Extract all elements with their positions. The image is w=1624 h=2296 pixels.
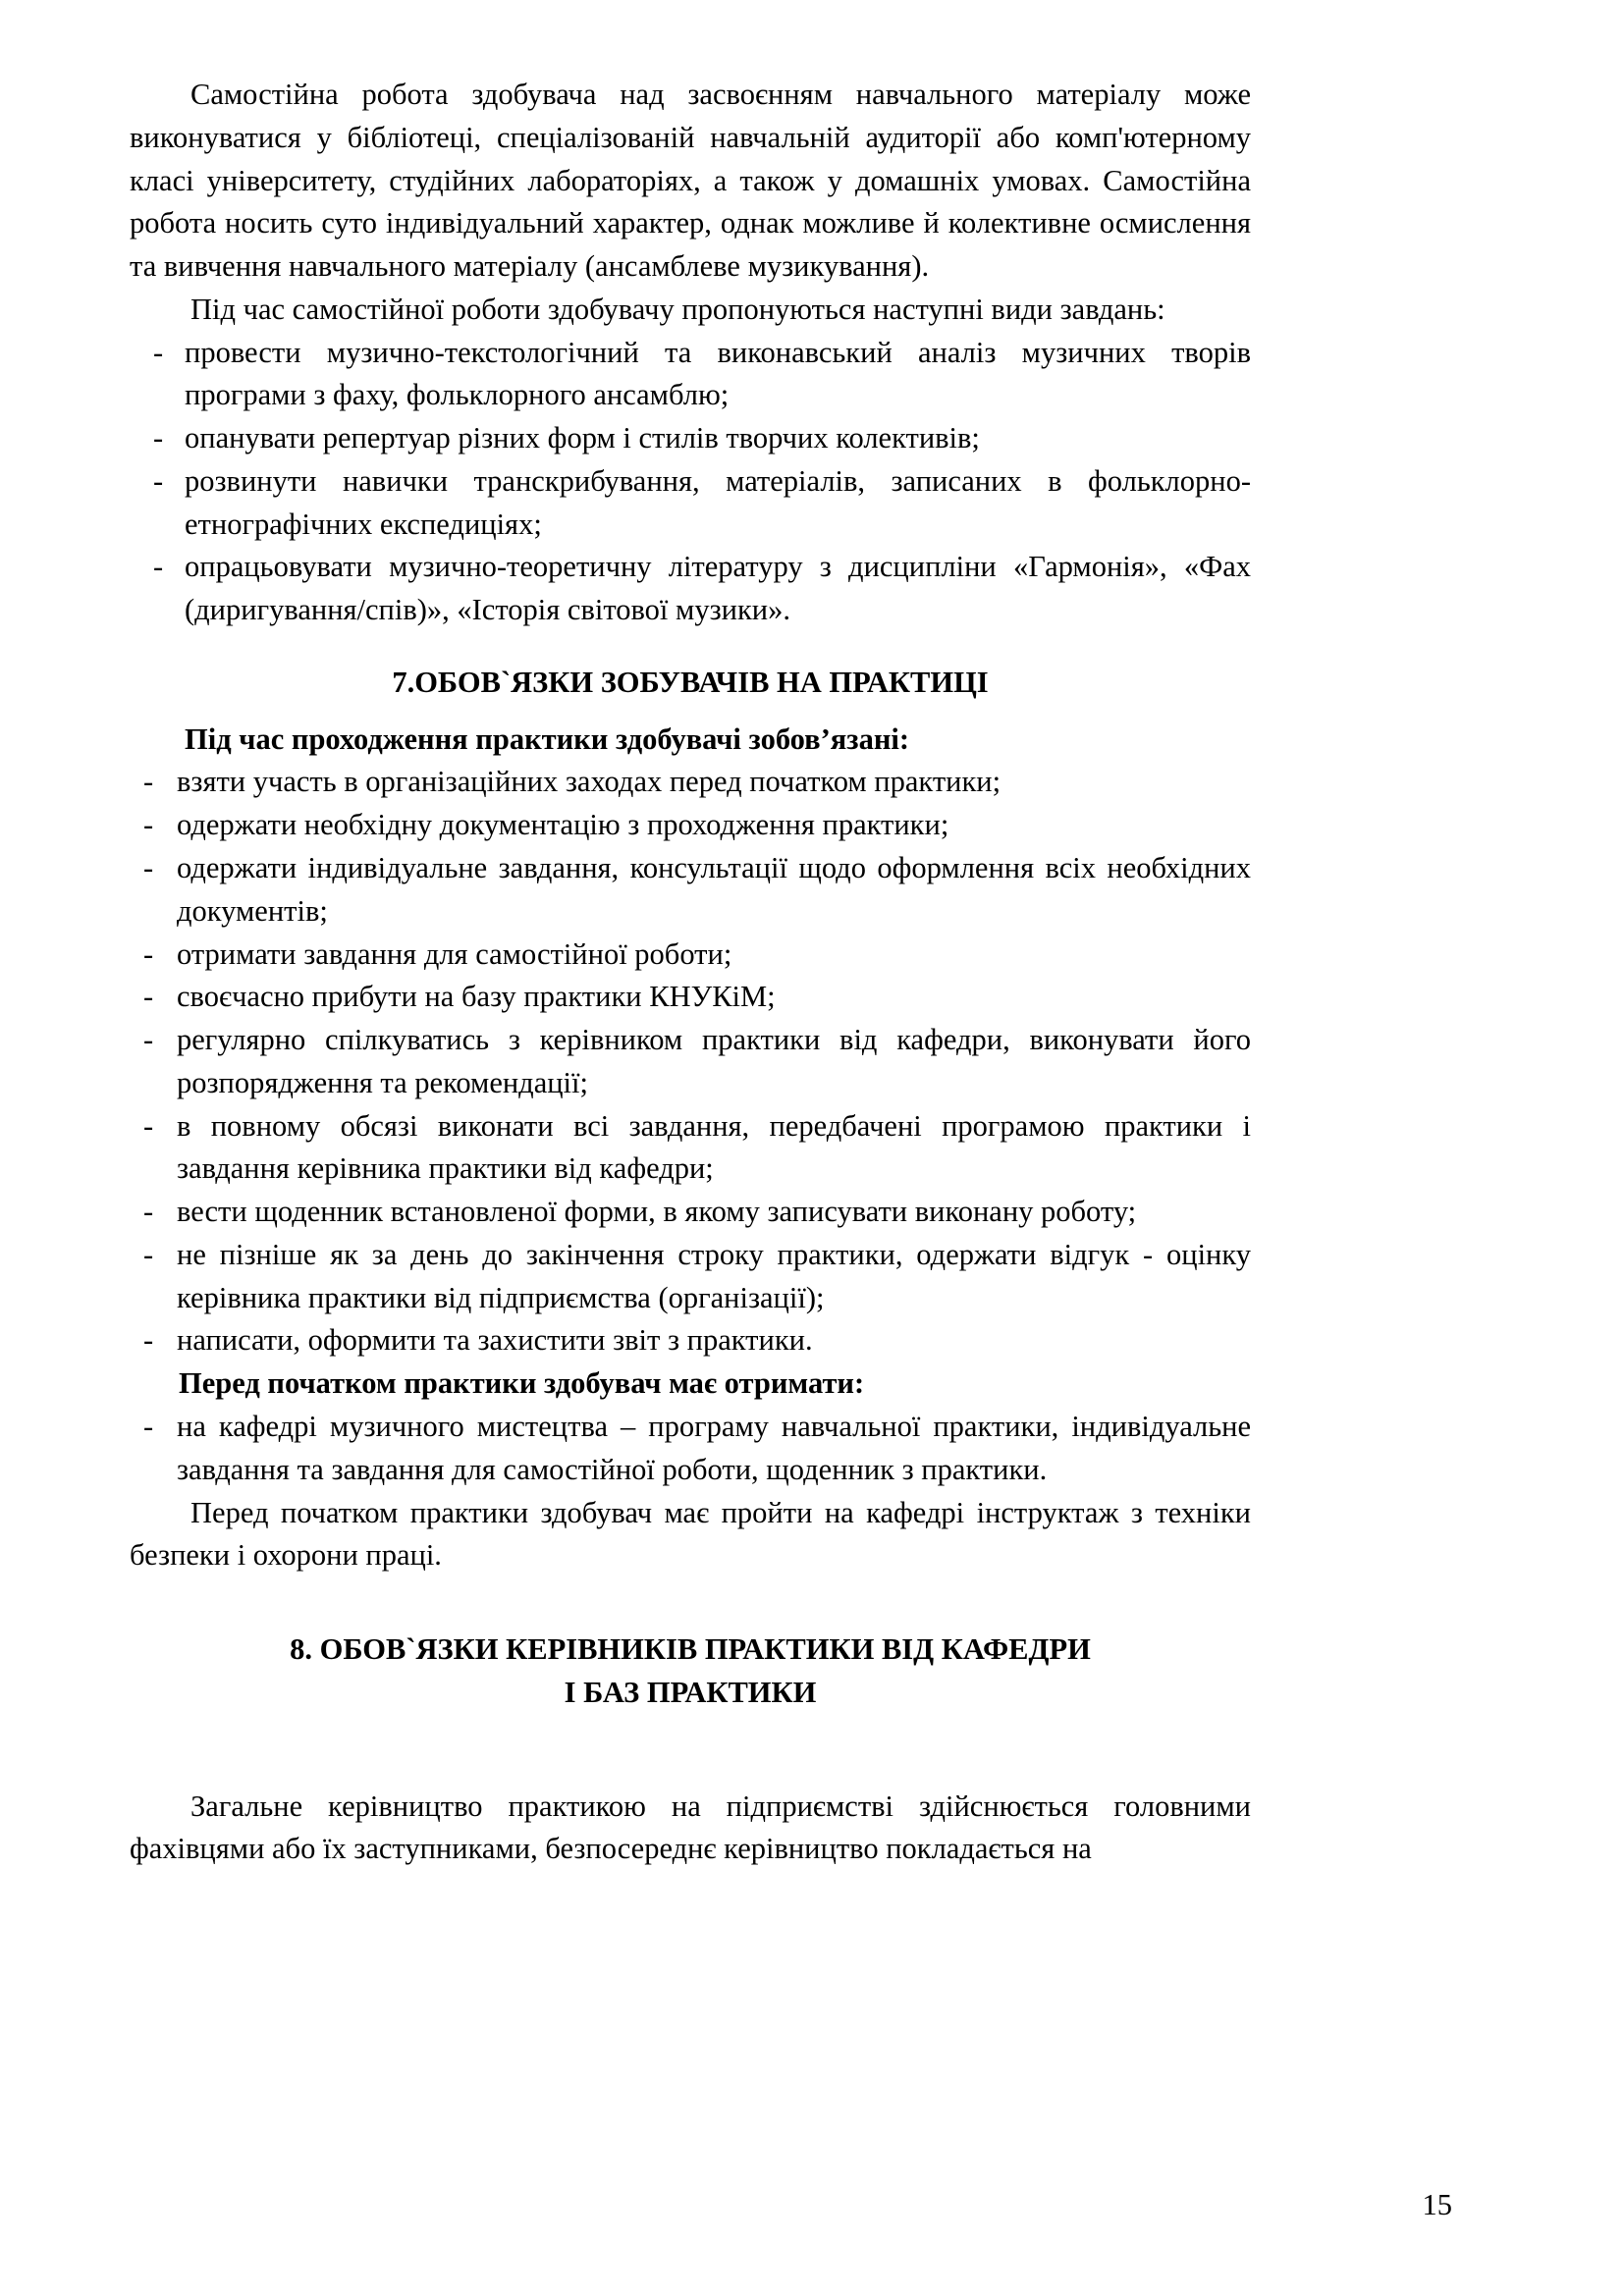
list-item [130, 1406, 1251, 1492]
spacer [130, 705, 1251, 719]
paragraph-intro-1: Самостійна робота здобувача над засвоєнням навчального матеріалу може виконуватися у бібліотеці, спеціалізованій навчальній аудиторії або комп'ютерному класі університету, студійних лабораторіях, а також у домашніх умовах. Самостійна робота носить суто індивідуальний характер, однак можливе й колективне осмислення та вивчення навчального матеріалу (ансамблеве музикування). [130, 78, 1251, 284]
self-study-tasks-list [130, 332, 1251, 632]
list-item [130, 332, 1251, 418]
list-item-text: своєчасно прибути на базу практики КНУКіМ; [177, 980, 776, 1014]
list-item [130, 417, 1251, 460]
dash-bullet-icon: - [143, 1108, 154, 1143]
dash-bullet-icon: - [143, 1023, 154, 1057]
list-item-text: опанувати репертуар різних форм і стилів творчих колективів; [185, 421, 980, 455]
list-item-text: в повному обсязі виконати всі завдання, передбачені програмою практики і завдання керівника практики від кафедри; [177, 1108, 1251, 1186]
section-8-heading-line-1: 8. ОБОВ`ЯЗКИ КЕРІВНИКІВ ПРАКТИКИ ВІД КАФЕДРИ [290, 1632, 1091, 1667]
section-8-heading [130, 1629, 1251, 1715]
list-item-text: на кафедрі музичного мистецтва – програму навчальної практики, індивідуальне завдання та завдання для самостійної роботи, щоденник з практики. [177, 1409, 1251, 1486]
list-item [130, 976, 1251, 1019]
spacer [130, 1577, 1251, 1629]
dash-bullet-icon: - [153, 335, 164, 369]
paragraph-closing-2: Загальне керівництво практикою на підприємстві здійснюється головними фахівцями або їх заступниками, безпосереднє керівництво покладається на [130, 1789, 1251, 1866]
document-body [130, 74, 1251, 1871]
list-item [130, 1191, 1251, 1234]
dash-bullet-icon: - [143, 936, 154, 971]
list-item-text: регулярно спілкуватись з керівником практики від кафедри, виконувати його розпорядження та рекомендації; [177, 1023, 1251, 1099]
list-item [130, 1234, 1251, 1320]
dash-bullet-icon: - [143, 1195, 154, 1229]
dash-bullet-icon: - [153, 550, 164, 584]
spacer [130, 1715, 1251, 1786]
list-item-text: отримати завдання для самостійної роботи; [177, 936, 732, 971]
section-7-duties-list [130, 761, 1251, 1362]
list-item-text: одержати індивідуальне завдання, консультації щодо оформлення всіх необхідних документів; [177, 851, 1251, 928]
dash-bullet-icon: - [143, 1323, 154, 1358]
list-item-text: опрацьовувати музично-теоретичну літературу з дисципліни «Гармонія», «Фах (диригування/спів)», «Історія світової музики». [185, 550, 1251, 627]
list-item [130, 934, 1251, 977]
section-7-before-items-list [130, 1406, 1251, 1492]
section-8-heading-line-2: І БАЗ ПРАКТИКИ [564, 1675, 817, 1709]
list-item [130, 1319, 1251, 1362]
list-item [130, 1019, 1251, 1105]
dash-bullet-icon: - [153, 463, 164, 498]
list-item [130, 460, 1251, 547]
page-number: 15 [1422, 2187, 1452, 2221]
list-item [130, 804, 1251, 847]
list-item-text: одержати необхідну документацію з проходження практики; [177, 808, 949, 842]
dash-bullet-icon: - [143, 1409, 154, 1443]
list-item-text: провести музично-текстологічний та виконавський аналіз музичних творів програми з фаху, фольклорного ансамблю; [185, 335, 1251, 412]
dash-bullet-icon: - [143, 808, 154, 842]
list-item [130, 1105, 1251, 1192]
section-7-heading: 7.ОБОВ`ЯЗКИ ЗОБУВАЧІВ НА ПРАКТИЦІ [392, 665, 989, 699]
list-item-text: розвинути навички транскрибування, матеріалів, записаних в фольклорно-етнографічних експедиціях; [185, 463, 1251, 541]
section-7-before-lead: Перед початком практики здобувач має отримати: [179, 1366, 865, 1401]
list-item [130, 546, 1251, 632]
list-item-text: взяти участь в організаційних заходах перед початком практики; [177, 765, 1001, 799]
paragraph-intro-2: Під час самостійної роботи здобувачу пропонуються наступні види завдань: [190, 292, 1165, 326]
dash-bullet-icon: - [143, 1237, 154, 1271]
list-item-text: не пізніше як за день до закінчення строку практики, одержати відгук - оцінку керівника практики від підприємства (організації); [177, 1237, 1251, 1314]
spacer [130, 632, 1251, 662]
dash-bullet-icon: - [143, 980, 154, 1014]
dash-bullet-icon: - [143, 851, 154, 885]
list-item [130, 847, 1251, 934]
list-item-text: написати, оформити та захистити звіт з практики. [177, 1323, 813, 1358]
dash-bullet-icon: - [143, 765, 154, 799]
dash-bullet-icon: - [153, 421, 164, 455]
list-item-text: вести щоденник встановленої форми, в якому записувати виконану роботу; [177, 1195, 1137, 1229]
paragraph-closing-1: Перед початком практики здобувач має пройти на кафедрі інструктаж з техніки безпеки і охорони праці. [130, 1495, 1251, 1573]
list-item [130, 761, 1251, 804]
section-7-lead: Під час проходження практики здобувачі зобов’язані: [185, 721, 910, 756]
